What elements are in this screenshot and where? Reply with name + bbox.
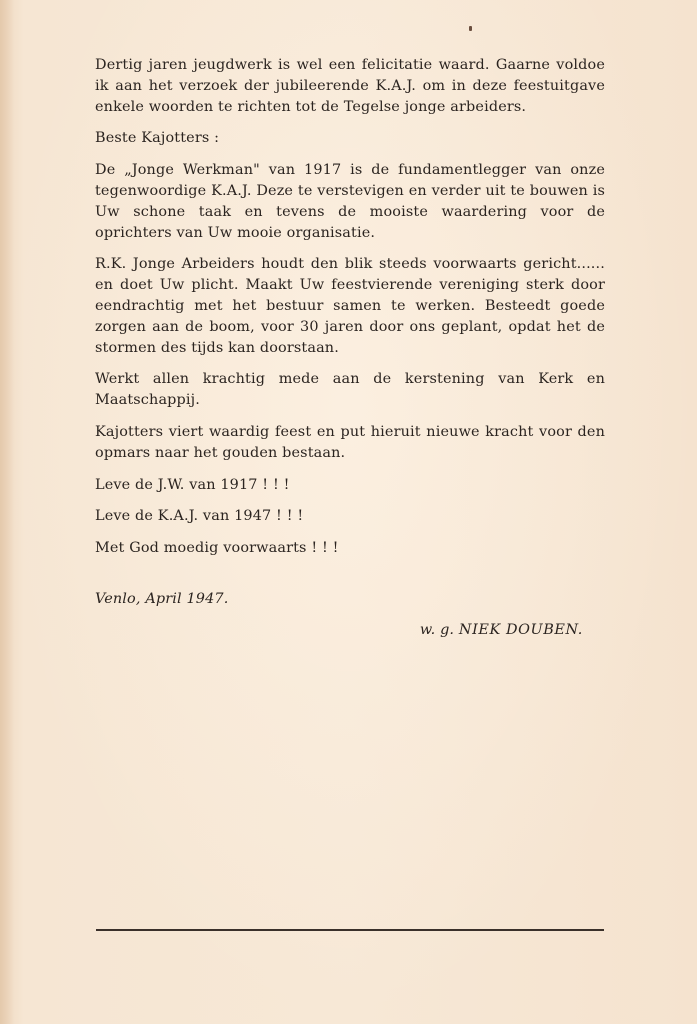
cheer-kaj-1947: Leve de K.A.J. van 1947 ! ! ! [95,508,304,525]
salutation: Beste Kajotters : [95,130,220,147]
page-binding-edge [0,0,14,1024]
paragraph-jonge-werkman: De „Jonge Werkman" van 1917 is de fundamentlegger van onze tegenwoordige K.A.J. Deze te verstevigen en verder uit te bouwen is Uw schone taak en tevens de mooiste waardering voor de oprichters van Uw mooie organisatie. [95,162,605,241]
paragraph-intro: Dertig jaren jeugdwerk is wel een felicitatie waard. Gaarne voldoe ik aan het verzoek der jubileerende K.A.J. om in deze feestuitgave enkele woorden te richten tot de Tegelse jonge arbeiders. [95,57,605,115]
signed-prefix: w. g. [419,621,455,638]
bottom-rule [96,929,604,931]
paragraph-jonge-arbeiders: R.K. Jonge Arbeiders houdt den blik steeds voorwaarts gericht...... en doet Uw plicht. Maakt Uw feestvierende vereniging sterk door eendrachtig met het bestuur samen te werken. Besteedt goede zorgen aan de boom, voor 30 jaren door ons geplant, opdat het de stormen des tijds kan doorstaan. [95,256,605,356]
ink-speck [469,26,472,31]
cheer-met-god: Met God moedig voorwaarts ! ! ! [95,540,339,557]
place-date: Venlo, April 1947. [95,590,229,607]
letter-body [95,55,605,641]
signatory-name: NIEK DOUBEN. [458,621,583,638]
paragraph-kerstening: Werkt allen krachtig mede aan de kerstening van Kerk en Maatschappij. [95,371,605,409]
paragraph-feest: Kajotters viert waardig feest en put hieruit nieuwe kracht voor den opmars naar het gouden bestaan. [95,423,605,461]
signature-line [95,620,583,641]
cheer-jw-1917: Leve de J.W. van 1917 ! ! ! [95,476,290,493]
